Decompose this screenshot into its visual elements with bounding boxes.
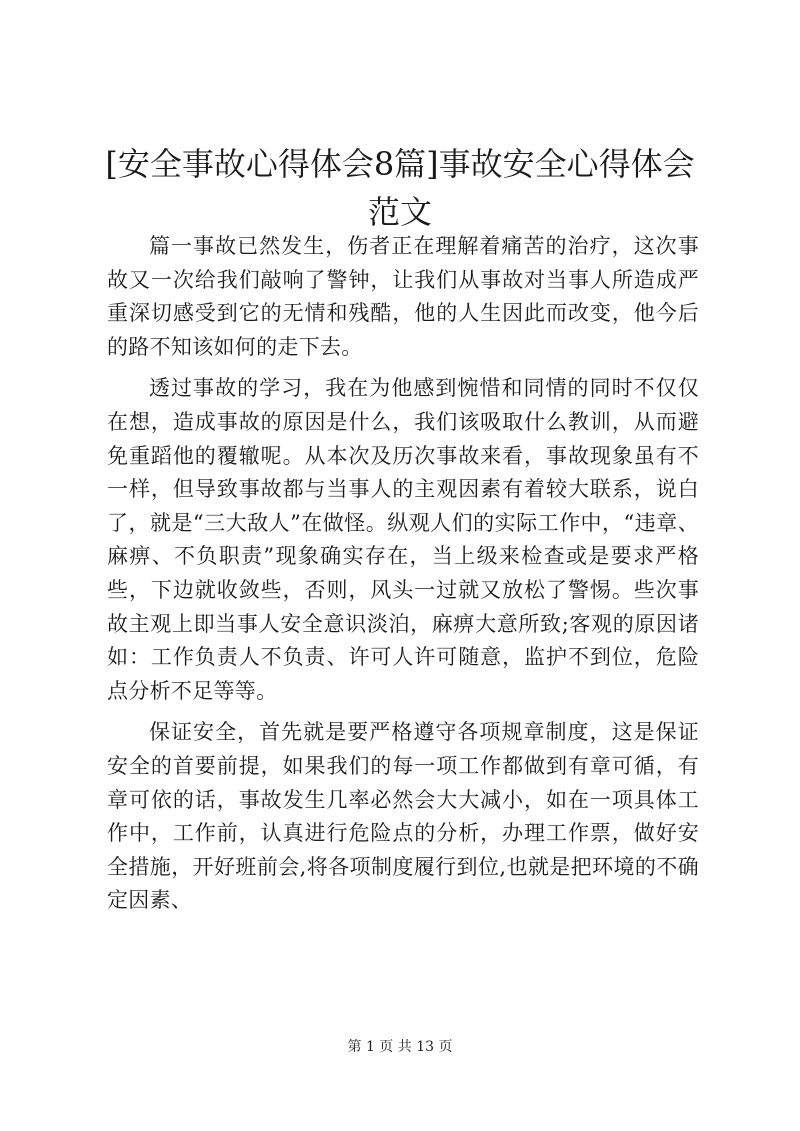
page-number-footer: 第 1 页 共 13 页 [347,1039,453,1055]
paragraph-3: 保证安全，首先就是要严格遵守各项规章制度，这是保证安全的首要前提，如果我们的每一项工作都做到有章可循，有章可依的话，事故发生几率必然会大大减小，如在一项具体工作中，工作前，认真进行危险点的分析，办理工作票，做好安全措施，开好班前会,将各项制度履行到位,也就是把环境的不确定因素、 [107,720,699,913]
document-title: [安全事故心得体会8篇]事故安全心得体会范文 [105,145,695,231]
paragraph-1: 篇一事故已然发生，伤者正在理解着痛苦的治疗，这次事故又一次给我们敲响了警钟，让我们从事故对当事人所造成严重深切感受到它的无情和残酷，他的人生因此而改变，他今后的路不知该如何的走下去。 [107,234,699,359]
document-body [107,230,699,926]
paragraph-2: 透过事故的学习，我在为他感到惋惜和同情的同时不仅仅在想，造成事故的原因是什么，我们该吸取什么教训，从而避免重蹈他的覆辙呢。从本次及历次事故来看，事故现象虽有不一样，但导致事故都与当事人的主观因素有着较大联系，说白了，就是“三大敌人”在做怪。纵观人们的实际工作中，“违章、麻痹、不负职责”现象确实存在，当上级来检查或是要求严格些，下边就收敛些，否则，风头一过就又放松了警惕。些次事故主观上即当事人安全意识淡泊，麻痹大意所致;客观的原因诸如：工作负责人不负责、许可人许可随意，监护不到位，危险点分析不足等等。 [107,376,699,703]
